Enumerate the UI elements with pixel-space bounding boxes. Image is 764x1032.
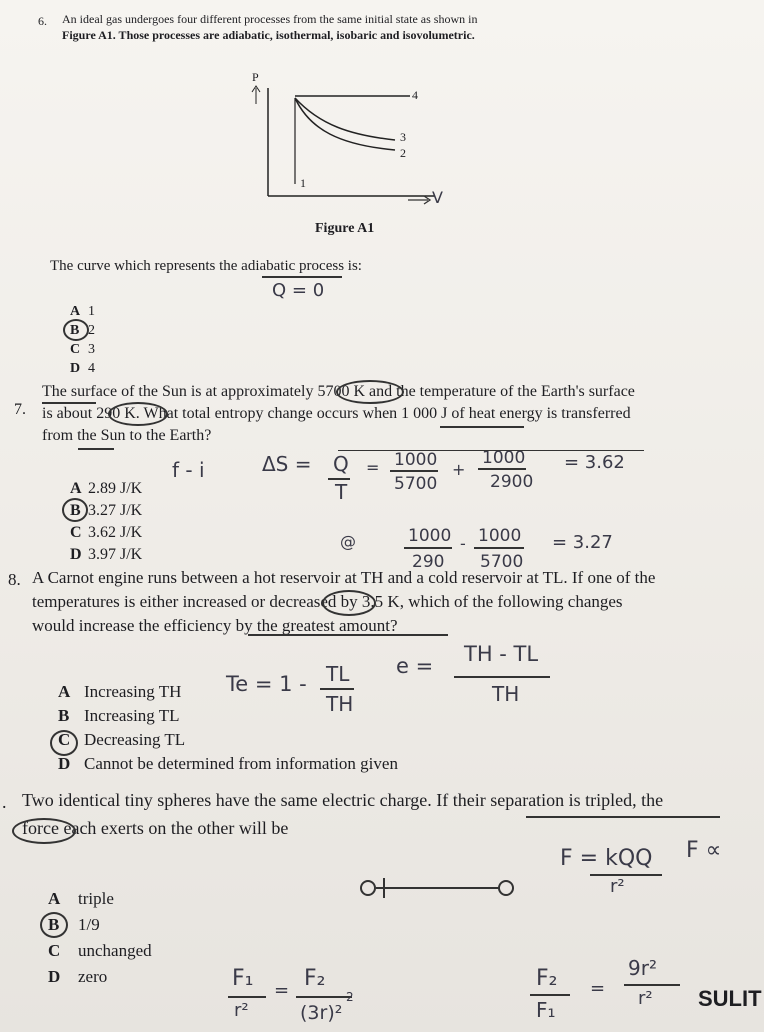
q6-number: 6. xyxy=(38,14,47,28)
q7-note-fi: f - i xyxy=(172,458,205,482)
q9-ninerr: 9r² xyxy=(628,956,657,980)
q7-number: 7. xyxy=(14,401,26,418)
q9-frac-bar-f1 xyxy=(228,996,266,998)
q7-line2: is about 290 K. What total entropy change occurs when 1 000 J of heat energy is transferred xyxy=(42,405,631,422)
q7-note-t: T xyxy=(335,480,348,504)
q6-option-a[interactable]: A 1 xyxy=(70,304,95,319)
q7-plus: + xyxy=(452,460,466,479)
q9-options xyxy=(48,886,152,990)
q7-r2: = 3.27 xyxy=(552,532,613,553)
q9-frac-bar-f2b xyxy=(530,994,570,996)
q8-eff2: e = xyxy=(396,654,434,678)
q7-d4: 5700 xyxy=(480,552,524,572)
q8-tl: TL xyxy=(326,662,350,686)
q9-line2: force each exerts on the other will be xyxy=(22,818,289,838)
q9-f1b: F₁ xyxy=(536,998,556,1022)
q9-two: 2 xyxy=(346,990,354,1004)
q7-option-c[interactable]: C 3.62 J/K xyxy=(70,524,143,541)
q7-n2: 1000 xyxy=(482,448,526,468)
q9-r3: (3r)² xyxy=(300,1002,343,1024)
q8-option-c[interactable]: C Decreasing TL xyxy=(58,730,186,749)
q9-rr: r² xyxy=(638,988,653,1009)
q9-frac-bar-r xyxy=(624,984,680,986)
q8-line1: A Carnot engine runs between a hot reservoir at TH and a cold reservoir at TL. If one of the xyxy=(32,568,656,587)
q9-eq2: = xyxy=(590,978,606,999)
q6-prompt: The curve which represents the adiabatic process is: xyxy=(50,258,362,274)
q8-num: TH - TL xyxy=(464,642,539,666)
q9-r-sq: r² xyxy=(234,1000,249,1021)
q7-minus: - xyxy=(460,534,466,553)
q9-f2b: F₂ xyxy=(536,966,558,991)
q7-d3: 290 xyxy=(412,552,445,572)
curve-label-3: 3 xyxy=(400,130,406,144)
q9-option-d[interactable]: D zero xyxy=(48,967,108,986)
q6-line1: An ideal gas undergoes four different processes from the same initial state as shown in xyxy=(62,12,478,26)
q8-option-d[interactable]: D Cannot be determined from information given xyxy=(58,754,398,773)
q6-option-b[interactable]: B 2 xyxy=(70,323,95,338)
curve-label-4: 4 xyxy=(412,88,418,102)
q8-th: TH xyxy=(326,692,354,716)
q9-option-c[interactable]: C unchanged xyxy=(48,941,152,960)
q7-n1: 1000 xyxy=(394,450,438,470)
q9-f1: F₁ xyxy=(232,966,254,991)
q7-option-a[interactable]: A 2.89 J/K xyxy=(70,480,143,497)
v-axis-label: V xyxy=(432,188,443,207)
q9-f2: F₂ xyxy=(304,966,326,991)
q7-note-ds: ΔS = xyxy=(262,452,312,476)
q8-den: TH xyxy=(492,682,520,706)
q9-coulomb: F = kQQ xyxy=(560,846,653,871)
q9-option-b[interactable]: B 1/9 xyxy=(48,915,100,934)
q8-option-b[interactable]: B Increasing TL xyxy=(58,706,180,725)
curve-label-2: 2 xyxy=(400,146,406,160)
p-axis-label: P xyxy=(252,70,259,84)
q8-line2: temperatures is either increased or decreased by 3.5 K, which of the following changes xyxy=(32,592,623,611)
q6-line2: Figure A1. Those processes are adiabatic, isothermal, isobaric and isovolumetric. xyxy=(62,28,475,42)
q9-line1: Two identical tiny spheres have the same electric charge. If their separation is tripled, the xyxy=(22,790,664,810)
q6-option-d[interactable]: D 4 xyxy=(70,361,95,376)
q7-n3: 1000 xyxy=(408,526,452,546)
q7-option-d[interactable]: D 3.97 J/K xyxy=(70,546,143,563)
q8-option-a[interactable]: A Increasing TH xyxy=(58,682,182,701)
q9-eq: = xyxy=(274,980,290,1001)
q7-line3: from the Sun to the Earth? xyxy=(42,427,212,444)
q7-line1: The surface of the Sun is at approximately 5700 K and the temperature of the Earth's surface xyxy=(42,383,635,400)
q7-eq-sign: = xyxy=(366,458,380,477)
q7-n4: 1000 xyxy=(478,526,522,546)
q8-line3: would increase the efficiency by the greatest amount? xyxy=(32,616,398,635)
q9-option-a[interactable]: A triple xyxy=(48,889,114,908)
q9-selected-circle xyxy=(40,912,68,938)
q7-d2: 2900 xyxy=(490,472,534,492)
q7-d1: 5700 xyxy=(394,474,438,494)
q9-r2: r² xyxy=(610,876,625,897)
figure-caption: Figure A1 xyxy=(315,221,375,236)
q7-note-at: @ xyxy=(340,532,356,551)
curve-label-1: 1 xyxy=(300,176,306,190)
q6-option-c[interactable]: C 3 xyxy=(70,342,95,357)
q7-option-b[interactable]: B 3.27 J/K xyxy=(70,502,143,519)
q7-note-q: Q xyxy=(333,452,349,476)
q8-number: 8. xyxy=(8,570,21,589)
q6-note: Q = 0 xyxy=(272,280,325,301)
q9-frac-bar-f2 xyxy=(296,996,352,998)
q8-eff1: Te = 1 - xyxy=(226,672,307,696)
q7-r1: = 3.62 xyxy=(564,452,625,473)
q9-number: . xyxy=(2,792,7,812)
sulit-stamp: SULIT xyxy=(698,986,762,1011)
q9-prop: F ∝ xyxy=(686,838,722,863)
